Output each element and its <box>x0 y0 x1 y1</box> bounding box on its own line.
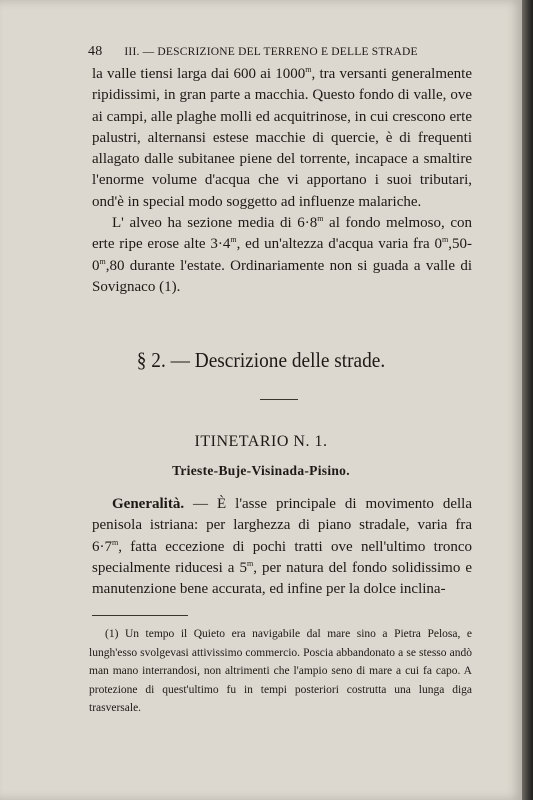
footnote-rule <box>92 615 188 616</box>
unit-superscript: m <box>246 558 254 568</box>
section-divider <box>260 399 298 400</box>
running-title: III. — DESCRIZIONE DEL TERRENO E DELLE STRADE <box>124 46 418 58</box>
unit-superscript: m <box>112 537 119 547</box>
footnote <box>89 625 472 718</box>
unit-superscript: m <box>317 214 324 224</box>
itinerary-body <box>92 494 472 600</box>
unit-superscript: m <box>99 256 106 266</box>
text-run: la valle tiensi larga dai 600 ai 1000 <box>92 66 306 82</box>
text-run: , tra versanti generalmente ripidissimi, in gran parte a macchia. Questo fondo di valle, ove ai campi, alle plaghe molli ed acquitrinose, in cui crescono erte palustri, alternansi estese macchie di quercie, è di frequenti allagato dalle subitanee piene del torrente, incapace a smaltire l'enorme volume d'acqua che vi apportano i suoi tributari, ond'è in special modo soggetto ad influenze malariche. <box>92 66 472 210</box>
body-paragraph <box>92 494 472 600</box>
text-run: , per natura del fondo solidissimo e manutenzione bene accurata, ed infine per la dolce inclina- <box>92 559 473 598</box>
section-heading: § 2. — Descrizione delle strade. <box>136 348 386 372</box>
footnote-text: (1) Un tempo il Quieto era navigabile dal mare sino a Pietra Pelosa, e lungh'esso svolgevasi attivissimo commercio. Poscia abbandonato a se stesso andò man mano interrandosi, non altrimenti che l'ampio seno di mare a cui fa capo. A protezione di quest'ultimo fu in tempi posteriori costrutta una lunga diga trasversale. <box>89 628 472 715</box>
intro-text <box>92 64 472 298</box>
unit-superscript: m <box>230 235 237 245</box>
intro-paragraph-2 <box>92 213 472 298</box>
page-edge <box>522 0 533 800</box>
text-run: al fondo melmoso, con erte ripe erose alte 3·4 <box>92 215 473 253</box>
itinerary-route: Trieste-Buje-Visinada-Pisino. <box>172 463 350 478</box>
text-run: — È l'asse principale di movimento della penisola istriana: per larghezza di piano stradale, varia fra 6·7 <box>92 496 472 555</box>
unit-superscript: m <box>442 235 449 245</box>
text-run: ,50-0 <box>92 236 472 274</box>
paragraph-lead: Generalità. <box>112 496 185 512</box>
text-run: , fatta eccezione di pochi tratti ove nell'ultimo tronco specialmente riducesi a 5 <box>92 538 472 576</box>
intro-paragraph-1 <box>92 64 472 213</box>
unit-superscript: m <box>305 65 312 74</box>
page-number: 48 <box>88 44 103 59</box>
itinerary-title: ITINETARIO N. 1. <box>194 433 328 450</box>
text-run: L' alveo ha sezione media di 6·8 <box>112 215 318 232</box>
running-header <box>88 44 473 60</box>
text-run: ,80 durante l'estate. Ordinariamente non si guada a valle di Sovignaco (1). <box>92 257 472 295</box>
text-run: , ed un'altezza d'acqua varia fra 0 <box>236 236 443 253</box>
